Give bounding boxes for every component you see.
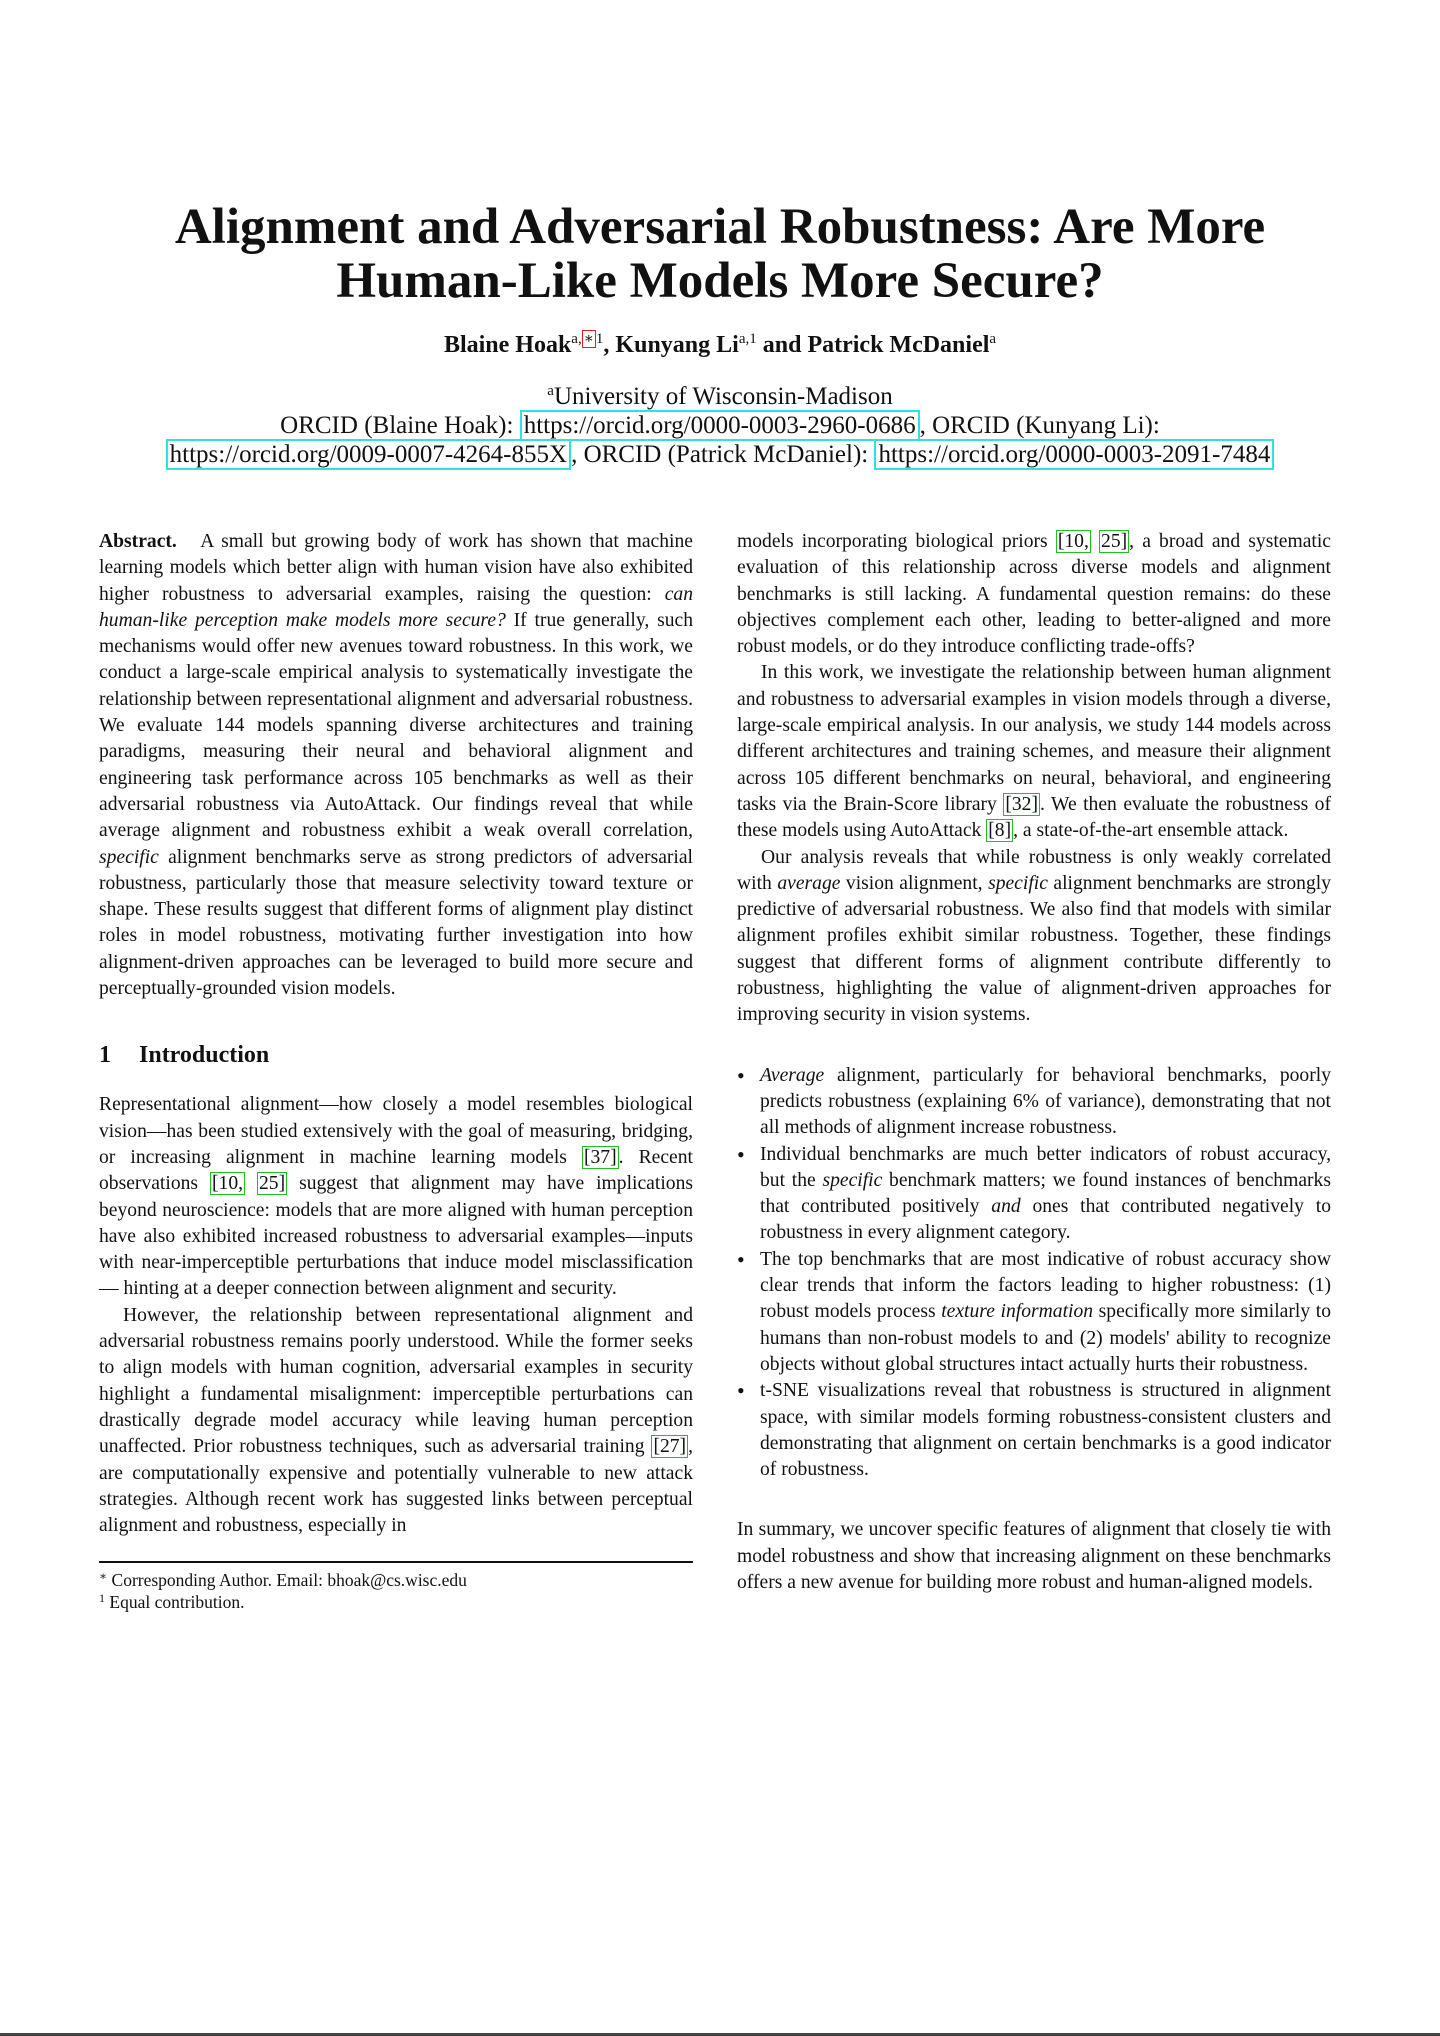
corresponding-author-link[interactable]: ∗ [583, 331, 594, 347]
abstract-label: Abstract. [99, 531, 177, 552]
footnote-corresponding-author: ∗ Corresponding Author. Email: bhoak@cs.wisc.edu [99, 1568, 467, 1590]
affiliation-mark: a, ∗ 1 [571, 331, 604, 347]
intro-paragraph-3: In this work, we investigate the relationship between human alignment and robustness to adversarial examples in vision models through a diverse, large-scale empirical analysis. In our analysis, we study 144 models across different architectures and training schemes, and measure their alignment across 105 different benchmarks on neural, behavioral, and engineering tasks via the Brain-Score library [32] . We then evaluate the robustness of these models using AutoAttack [8] , a state-of-the-art ensemble attack. [737, 662, 1332, 842]
author-name: Kunyang Li [615, 332, 739, 358]
abstract: Abstract. A small but growing body of work has shown that machine learning models which better align with human vision have also exhibited higher robustness to adversarial examples, raising the question: can human-like perception make models more secure? If true generally, such mechanisms would offer new avenues toward robustness. In this work, we conduct a large-scale empirical analysis to systematically investigate the relationship between representational alignment and adversarial robustness. We evaluate 144 models spanning diverse architectures and training paradigms, measuring their neural and behavioral alignment and engineering task performance across 105 benchmarks as well as their adversarial robustness via AutoAttack. Our findings reveal that while average alignment and robustness exhibit a weak overall correlation, specific alignment benchmarks serve as strong predictors of adversarial robustness, particularly those that measure selectivity toward texture or shape. These results suggest that different forms of alignment play distinct roles in model robustness, motivating further investigation into how alignment-driven approaches can be leveraged to build more secure and perceptually-grounded vision models. [99, 531, 693, 1000]
affiliation-mark: a [989, 331, 997, 347]
section-heading-introduction: 1 Introduction [99, 1042, 270, 1069]
citation-link[interactable]: 25] [1101, 531, 1128, 552]
list-item: • Average alignment, particularly for behavioral benchmarks, poorly predicts robustness (explaining 6% of variance), demonstrating that not all methods of alignment increase robustness. [737, 1063, 1331, 1142]
affiliation-mark: a,1 [738, 331, 757, 347]
orcid-line-2: https://orcid.org/0009-0007-4264-855X , ORCID (Patrick McDaniel): https://orcid.org/0000-0003-2091-7484 [0, 440, 1440, 469]
citation-link[interactable]: [8] [988, 820, 1012, 842]
citation-link[interactable]: [10, [1057, 531, 1089, 552]
contributions-list [737, 1063, 1331, 1484]
author-list: Blaine Hoak$^{a, ∗ 1}$, Kunyang Li$^{a,1}$ and Patrick McDaniel$^a$ [443, 331, 997, 358]
orcid-link-li[interactable]: https://orcid.org/0009-0007-4264-855X [166, 439, 571, 470]
intro-paragraph-2-continued: models incorporating biological priors [10, 25] , a broad and systematic evaluation of this relationship across diverse models and alignment benchmarks is still lacking. A fundamental question remains: do these objectives complement each other, leading to better-aligned and more robust models, or do they introduce conflicting trade-offs? [737, 531, 1331, 658]
right-column [737, 529, 1331, 1596]
citation-link[interactable]: [32] [1005, 793, 1038, 815]
footnote-divider [99, 1561, 693, 1563]
affiliation-name: $^a$University of Wisconsin-Madison [547, 383, 893, 410]
orcid-link-hoak[interactable]: https://orcid.org/0000-0003-2960-0686 [520, 410, 920, 441]
title-line-2: Human-Like Models More Secure? [336, 253, 1104, 309]
orcid-line-1: ORCID (Blaine Hoak): https://orcid.org/0000-0003-2960-0686 , ORCID (Kunyang Li): [280, 412, 1160, 439]
left-column [99, 529, 693, 1613]
citation-link[interactable]: [10, [212, 1173, 244, 1195]
citation-link[interactable]: [27] [653, 1436, 687, 1458]
author-name: Patrick McDaniel [807, 332, 990, 358]
list-item: • t-SNE visualizations reveal that robustness is structured in alignment space, with similar models forming robustness-consistent clusters and demonstrating that alignment on certain benchmarks is a good indicator of robustness. [737, 1378, 1331, 1483]
title-line-1: Alignment and Adversarial Robustness: Are More [174, 199, 1266, 255]
list-item: • Individual benchmarks are much better indicators of robust accuracy, but the specific benchmark matters; we found instances of benchmarks that contributed positively and ones that contributed negatively to robustness in every alignment category. [737, 1142, 1331, 1247]
summary-paragraph: In summary, we uncover specific features of alignment that closely tie with model robustness and show that increasing alignment on these benchmarks offers a new avenue for building more robust and human-aligned models. [737, 1519, 1331, 1593]
citation-link[interactable]: [37] [583, 1146, 617, 1168]
intro-paragraph-4: Our analysis reveals that while robustness is only weakly correlated with average vision alignment, specific alignment benchmarks are strongly predictive of adversarial robustness. We also find that models with similar alignment profiles exhibit similar robustness. Together, these findings suggest that different forms of alignment contribute differently to robustness, highlighting the value of alignment-driven approaches for improving security in vision systems. [737, 846, 1332, 1026]
affiliation-block [0, 382, 1440, 469]
intro-paragraph-2: However, the relationship between representational alignment and adversarial robustness remains poorly understood. While the former seeks to align models with human cognition, adversarial examples in security highlight a fundamental misalignment: imperceptible perturbations can drastically degrade model accuracy while leaving human perception unaffected. Prior robustness techniques, such as adversarial training [27] , are computationally expensive and potentially vulnerable to new attack strategies. Although recent work has suggested links between perceptual alignment and robustness, especially in [99, 1304, 693, 1537]
author-name: Blaine Hoak [443, 332, 572, 358]
paper-title [0, 200, 1440, 308]
citation-link[interactable]: 25] [259, 1173, 286, 1195]
list-item: • The top benchmarks that are most indicative of robust accuracy show clear trends that inform the factors leading to higher robustness: (1) robust models process texture information specifically more similarly to humans than non-robust models to and (2) models' ability to recognize objects without global structures intact actually hurts their robustness. [737, 1247, 1331, 1378]
intro-paragraph-1: Representational alignment—how closely a model resembles biological vision—has been studied extensively with the goal of measuring, bridging, or increasing alignment in machine learning models [37] . Recent observations [10, 25] suggest that alignment may have implications beyond neuroscience: models that are more aligned with human perception have also exhibited increased robustness to adversarial examples—inputs with near-imperceptible perturbations that induce model misclassification— hinting at a deeper connection between alignment and security. [99, 1094, 693, 1300]
orcid-link-mcdaniel[interactable]: https://orcid.org/0000-0003-2091-7484 [874, 439, 1274, 470]
footnotes [99, 1569, 693, 1613]
footnote-equal-contribution: $^1$ Equal contribution. [99, 1590, 245, 1612]
